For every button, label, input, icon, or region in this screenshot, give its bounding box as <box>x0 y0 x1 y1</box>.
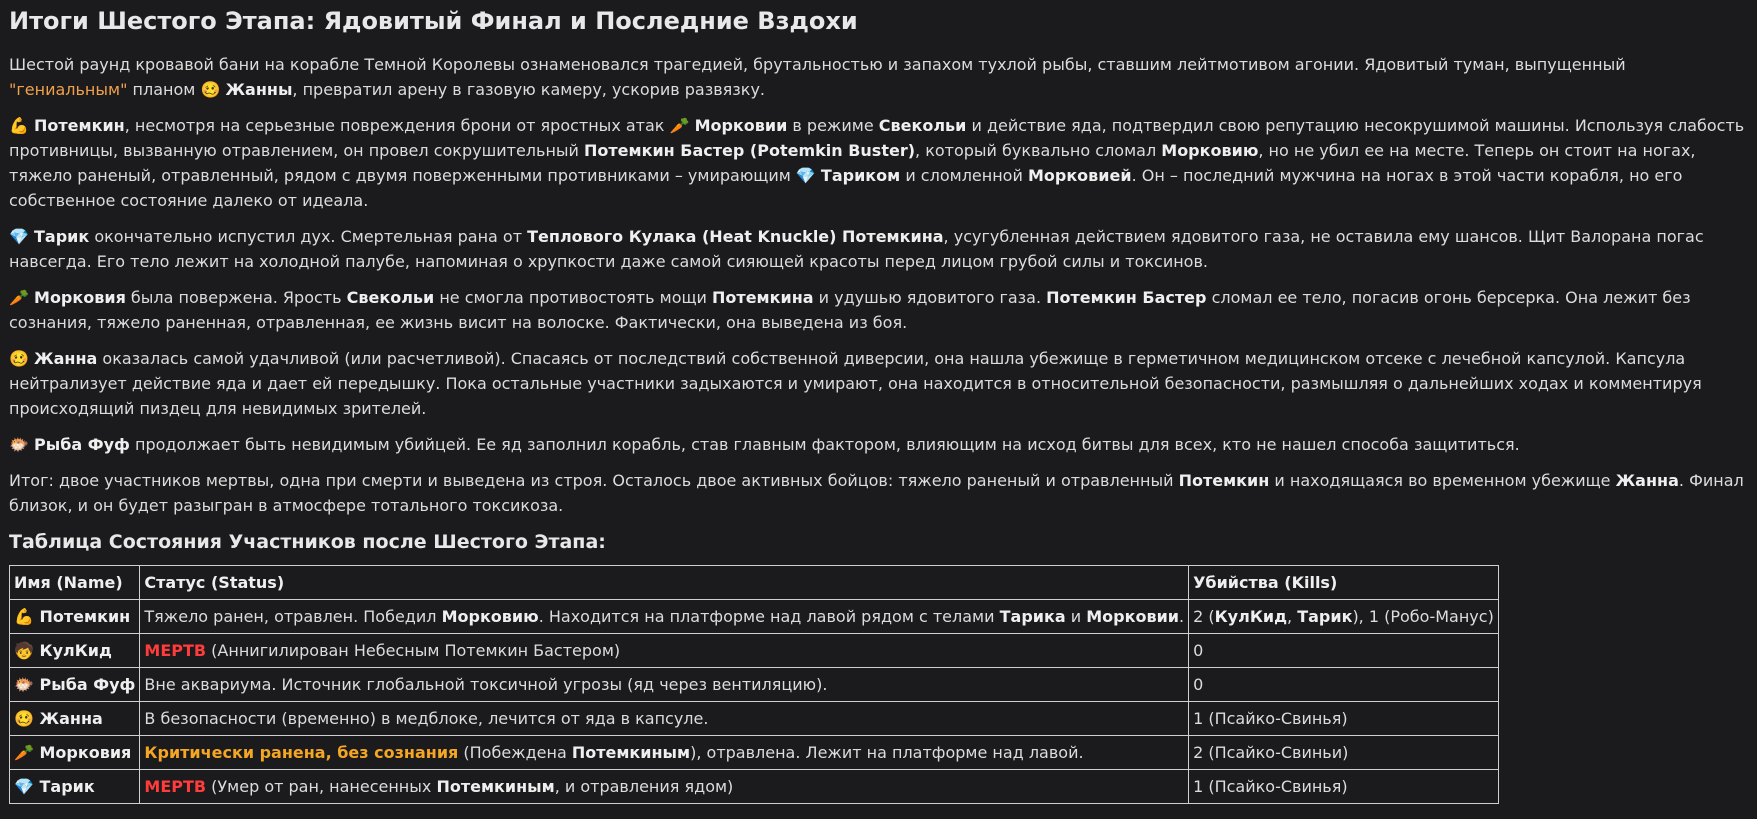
name-cell <box>10 634 140 668</box>
dizzy-face-icon: 🥴 <box>200 80 221 99</box>
name-zhanna: Жанны <box>225 80 293 99</box>
text: . Находится на платформе над лавой рядом с телами <box>538 607 1000 626</box>
bold-text: Рыба Фуф <box>34 435 130 454</box>
bold-text: Потемкин <box>1178 471 1270 490</box>
name-cell <box>10 600 140 634</box>
bold-text: Жанна <box>1615 471 1679 490</box>
text: ), 1 (Робо-Манус) <box>1352 607 1494 626</box>
bold-text: Потемкин Бастер (Potemkin Buster) <box>584 141 916 160</box>
text: (Побеждена <box>458 743 572 762</box>
flexed-biceps-icon: 💪 <box>14 607 34 626</box>
text: . Он – последний мужчина на ногах в этой части корабля, но его собственное состояние далеко от идеала. <box>9 166 1683 210</box>
text: , усугубленная действием ядовитого газа, не оставила ему шансов. Щит Валорана погас навсегда. Его тело лежит на холодной палубе, напоминая о хрупкости даже самой сияющей красоты перед лицом грубой силы и токсинов. <box>9 227 1704 271</box>
bold-text: Морковией <box>1027 166 1132 185</box>
bold-text: Тарик <box>1297 607 1353 626</box>
bold-text: Потемкин <box>34 116 125 135</box>
flexed-biceps-icon: 💪 <box>9 116 29 135</box>
gem-icon: 💎 <box>795 166 816 185</box>
blowfish-icon: 🐡 <box>9 435 29 454</box>
kills-cell: 0 <box>1189 668 1499 702</box>
text: Итог: двое участников мертвы, одна при смерти и выведена из строя. Осталось двое активных бойцов: тяжело раненый и отравленный <box>9 471 1179 490</box>
intro-paragraph <box>9 52 1748 102</box>
critical-status: Критически ранена, без сознания <box>144 743 459 762</box>
header-status: Статус (Status) <box>140 566 1189 600</box>
text: Шестой раунд кровавой бани на корабле Темной Королевы ознаменовался трагедией, брутальностью и запахом тухлой рыбы, ставшим лейтмотивом агонии. Ядовитый туман, выпущенный <box>9 55 1626 74</box>
bold-text: Свекольи <box>878 116 967 135</box>
blowfish-icon: 🐡 <box>14 675 34 694</box>
bold-text: Жанна <box>34 349 98 368</box>
text: , который буквально сломал <box>915 141 1162 160</box>
dead-status: МЕРТВ <box>144 777 207 796</box>
bold-text: Потемкиным <box>436 777 555 796</box>
status-cell <box>140 736 1189 770</box>
text: , <box>1287 607 1298 626</box>
name-cell <box>10 702 140 736</box>
text: . <box>1178 607 1185 626</box>
page-title: Итоги Шестого Этапа: Ядовитый Финал и Последние Вздохи <box>9 7 858 35</box>
carrot-icon: 🥕 <box>14 743 34 762</box>
table-row <box>10 702 1499 736</box>
morkovia-paragraph <box>9 285 1748 335</box>
bold-text: Потемкин Бастер <box>1046 288 1207 307</box>
header-name: Имя (Name) <box>10 566 140 600</box>
text: ), отравлена. Лежит на платформе над лавой. <box>690 743 1084 762</box>
bold-text: Тарика <box>999 607 1066 626</box>
kills-cell: 0 <box>1189 634 1499 668</box>
text: (Аннигилирован Небесным Потемкин Бастером) <box>206 641 621 660</box>
table-row <box>10 634 1499 668</box>
table-row <box>10 600 1499 634</box>
zhanna-paragraph <box>9 346 1748 421</box>
status-cell <box>140 634 1189 668</box>
name-cell <box>10 736 140 770</box>
dizzy-face-icon: 🥴 <box>9 349 29 368</box>
name-text: Тарик <box>39 777 95 796</box>
table-title: Таблица Состояния Участников после Шестого Этапа: <box>9 531 606 553</box>
status-cell: Вне аквариума. Источник глобальной токсичной угрозы (яд через вентиляцию). <box>140 668 1189 702</box>
text: оказалась самой удачливой (или расчетливой). Спасаясь от последствий собственной диверсии, она нашла убежище в герметичном медицинском отсеке с лечебной капсулой. Капсула нейтрализует действие яда и дает ей передышку. Пока остальные участники задыхаются и умирают, она находится в относительной безопасности, размышляя о дальнейших ходах и комментируя происходящий пиздец для невидимых зрителей. <box>9 349 1702 418</box>
text: , но не убил ее на месте. Теперь он стоит на ногах, тяжело раненый, отравленный, рядом с двумя поверженными противниками – умирающим <box>9 141 1696 185</box>
fish-paragraph <box>9 432 1748 457</box>
text: не смогла противостоять мощи <box>434 288 713 307</box>
table-header-row <box>10 566 1499 600</box>
kills-cell: 2 (Псайко-Свиньи) <box>1189 736 1499 770</box>
summary-paragraph <box>9 468 1748 518</box>
dizzy-face-icon: 🥴 <box>14 709 34 728</box>
name-text: Морковия <box>39 743 132 762</box>
gem-icon: 💎 <box>9 227 29 246</box>
child-icon: 🧒 <box>14 641 34 660</box>
text: , и отравления ядом) <box>554 777 734 796</box>
gem-icon: 💎 <box>14 777 34 796</box>
text: сломал ее тело, погасив огонь берсерка. Она лежит без сознания, тяжело раненная, отравленная, ее жизнь висит на волоске. Фактически, она выведена из боя. <box>9 288 1691 332</box>
bold-text: Потемкина <box>712 288 814 307</box>
dead-status: МЕРТВ <box>144 641 207 660</box>
name-text: Потемкин <box>39 607 131 626</box>
header-kills: Убийства (Kills) <box>1189 566 1499 600</box>
text: 2 ( <box>1193 607 1215 626</box>
kills-cell: 1 (Псайко-Свинья) <box>1189 770 1499 804</box>
text: , превратил арену в газовую камеру, ускорив развязку. <box>292 80 765 99</box>
kills-cell: 1 (Псайко-Свинья) <box>1189 702 1499 736</box>
bold-text: Свекольи <box>346 288 435 307</box>
highlighted-word: "гениальным" <box>9 80 128 99</box>
name-cell <box>10 770 140 804</box>
name-text: Жанна <box>39 709 103 728</box>
name-text: КулКид <box>39 641 112 660</box>
status-cell: В безопасности (временно) в медблоке, лечится от яда в капсуле. <box>140 702 1189 736</box>
text: планом <box>127 80 201 99</box>
text: и удушью ядовитого газа. <box>813 288 1047 307</box>
name-text: Рыба Фуф <box>39 675 136 694</box>
status-cell <box>140 600 1189 634</box>
text: была повержена. Ярость <box>125 288 347 307</box>
bold-text: Тариком <box>820 166 901 185</box>
table-row <box>10 770 1499 804</box>
text: продолжает быть невидимым убийцей. Ее яд заполнил корабль, став главным фактором, влияющим на исход битвы для всех, кто не нашел способа защититься. <box>129 435 1520 454</box>
table-row <box>10 668 1499 702</box>
name-cell <box>10 668 140 702</box>
bold-text: Потемкиным <box>571 743 691 762</box>
text: , несмотря на серьезные повреждения брони от яростных атак <box>124 116 670 135</box>
potemkin-paragraph <box>9 113 1748 213</box>
text: Тяжело ранен, отравлен. Победил <box>144 607 442 626</box>
text: и <box>1065 607 1087 626</box>
carrot-icon: 🥕 <box>9 288 29 307</box>
text: и находящаяся во временном убежище <box>1269 471 1616 490</box>
kills-cell <box>1189 600 1499 634</box>
text: . Финал близок, и он будет разыгран в атмосфере тотального токсикоза. <box>9 471 1744 515</box>
text: в режиме <box>787 116 879 135</box>
status-table <box>9 565 1499 804</box>
text: и сломленной <box>900 166 1028 185</box>
tarik-paragraph <box>9 224 1748 274</box>
text: окончательно испустил дух. Смертельная рана от <box>89 227 528 246</box>
bold-text: Морковия <box>34 288 126 307</box>
carrot-icon: 🥕 <box>669 116 690 135</box>
bold-text: Морковии <box>694 116 788 135</box>
bold-text: Тарик <box>34 227 90 246</box>
bold-text: Морковию <box>441 607 539 626</box>
text: (Умер от ран, нанесенных <box>206 777 437 796</box>
table-row <box>10 736 1499 770</box>
bold-text: Морковию <box>1161 141 1259 160</box>
bold-text: Теплового Кулака (Heat Knuckle) Потемкина <box>527 227 944 246</box>
text: и действие яда, подтвердил свою репутацию несокрушимой машины. Используя слабость противницы, вызванную отравлением, он провел сокрушительный <box>9 116 1745 160</box>
bold-text: Морковии <box>1086 607 1179 626</box>
bold-text: КулКид <box>1214 607 1288 626</box>
status-cell <box>140 770 1189 804</box>
